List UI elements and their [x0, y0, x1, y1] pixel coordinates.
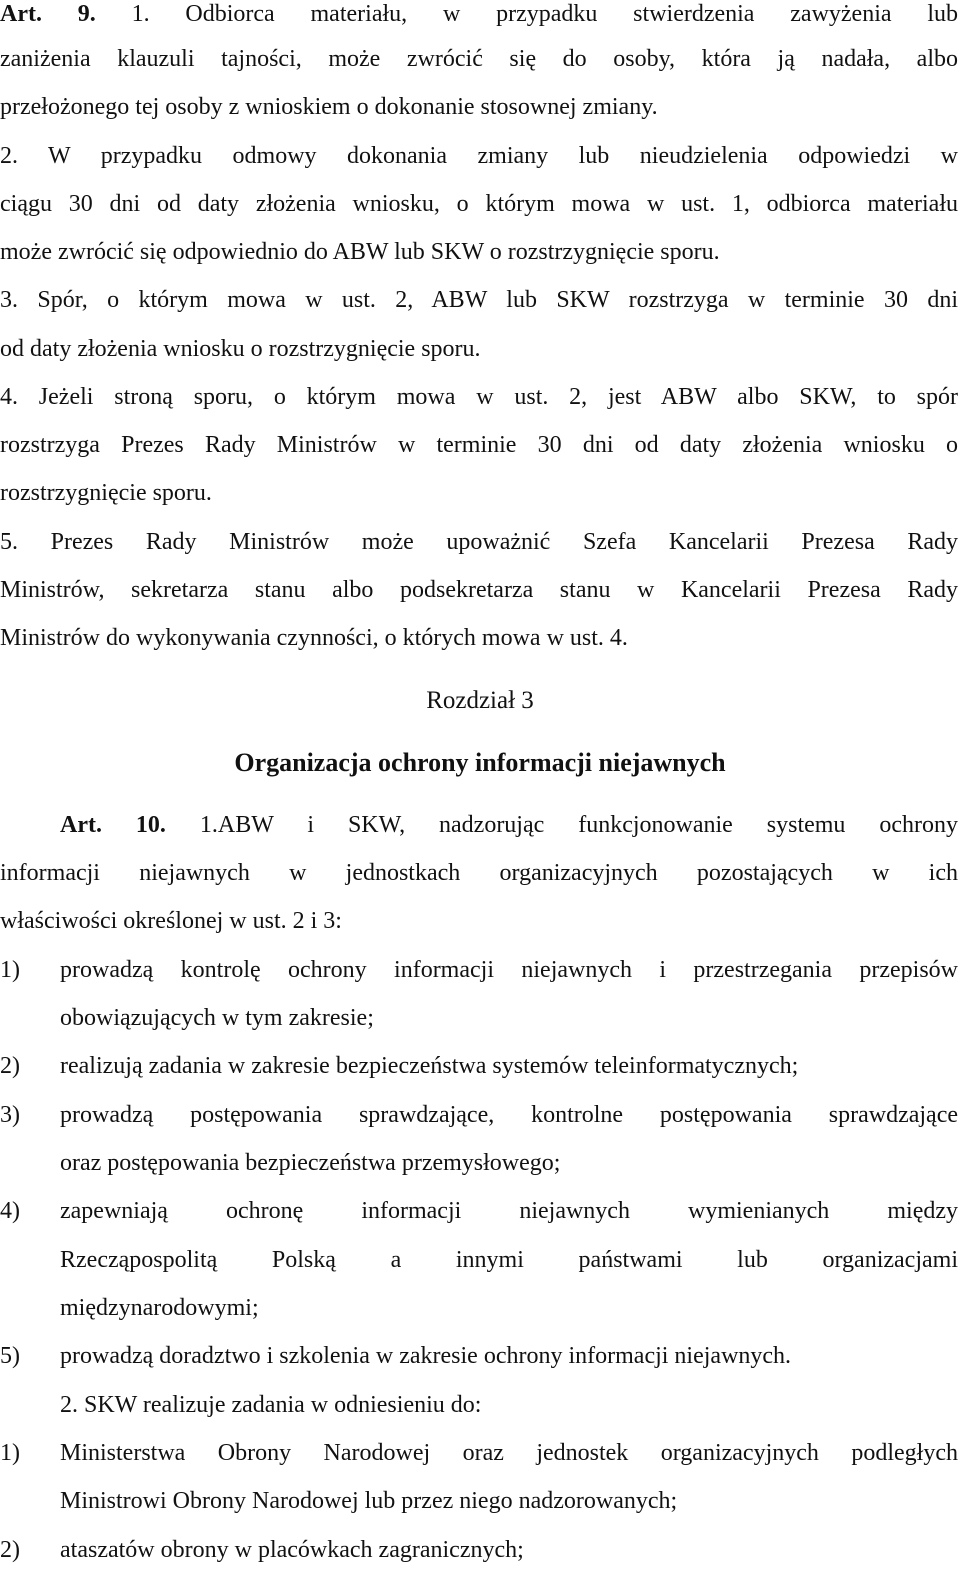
list1-item3-line2: oraz postępowania bezpieczeństwa przemysłowego;	[60, 1150, 561, 1176]
list1-item1-number: 1)	[0, 957, 20, 983]
art9-p4-line1: 4. Jeżeli stroną sporu, o którym mowa w ust. 2, jest ABW albo SKW, to spór	[0, 384, 958, 410]
art9-p3-line2: od daty złożenia wniosku o rozstrzygnięcie sporu.	[0, 336, 481, 362]
art10-p1-line1-text: 1.ABW i SKW, nadzorując funkcjonowanie systemu ochrony	[199, 812, 959, 838]
chapter-title: Organizacja ochrony informacji niejawnych	[234, 748, 726, 777]
list1-item5-number: 5)	[0, 1343, 20, 1369]
list1-item2-number: 2)	[0, 1053, 20, 1079]
list2-item1-line2: Ministrowi Obrony Narodowej lub przez niego nadzorowanych;	[60, 1488, 678, 1514]
list1-item4-line3: międzynarodowymi;	[60, 1295, 259, 1321]
list1-item5-line1: prowadzą doradztwo i szkolenia w zakresie ochrony informacji niejawnych.	[60, 1343, 792, 1369]
list1-item2-line1: realizują zadania w zakresie bezpieczeństwa systemów teleinformatycznych;	[60, 1053, 799, 1079]
art9-p5-line2: Ministrów, sekretarza stanu albo podsekretarza stanu w Kancelarii Prezesa Rady	[0, 577, 958, 603]
art9-p4-line3: rozstrzygnięcie sporu.	[0, 480, 212, 506]
art9-p5-line3: Ministrów do wykonywania czynności, o których mowa w ust. 4.	[0, 625, 628, 651]
list1-item4-number: 4)	[0, 1198, 20, 1224]
art9-p1-line1	[0, 0, 958, 30]
list2-item2-line1: ataszatów obrony w placówkach zagranicznych;	[60, 1537, 524, 1563]
art9-p2-line3: może zwrócić się odpowiednio do ABW lub SKW o rozstrzygnięcie sporu.	[0, 239, 720, 265]
art9-p1-line3: przełożonego tej osoby z wnioskiem o dokonanie stosownej zmiany.	[0, 94, 658, 120]
art10-p1-line1	[60, 809, 958, 841]
art9-label: Art. 9.	[0, 1, 96, 27]
art9-p1-line2: zaniżenia klauzuli tajności, może zwrócić się do osoby, która ją nadała, albo	[0, 46, 958, 72]
art9-p4-line2: rozstrzyga Prezes Rady Ministrów w terminie 30 dni od daty złożenia wniosku o	[0, 432, 958, 458]
art9-p2-line1: 2. W przypadku odmowy dokonania zmiany lub nieudzielenia odpowiedzi w	[0, 143, 958, 169]
list1-item3-line1: prowadzą postępowania sprawdzające, kontrolne postępowania sprawdzające	[60, 1102, 958, 1128]
list2-item1-line1: Ministerstwa Obrony Narodowej oraz jednostek organizacyjnych podległych	[60, 1440, 958, 1466]
art9-p2-line2: ciągu 30 dni od daty złożenia wniosku, o którym mowa w ust. 1, odbiorca materiału	[0, 191, 958, 217]
list1-item4-line1: zapewniają ochronę informacji niejawnych wymienianych między	[60, 1198, 958, 1224]
art10-p2: 2. SKW realizuje zadania w odniesieniu do:	[60, 1392, 482, 1418]
art9-p5-line1: 5. Prezes Rady Ministrów może upoważnić Szefa Kancelarii Prezesa Rady	[0, 529, 958, 555]
art10-p1-line2: informacji niejawnych w jednostkach organizacyjnych pozostających w ich	[0, 860, 958, 886]
art10-label: Art. 10.	[60, 812, 166, 838]
list2-item1-number: 1)	[0, 1440, 20, 1466]
list1-item4-line2: Rzecząpospolitą Polską a innymi państwami lub organizacjami	[60, 1247, 958, 1273]
list2-item2-number: 2)	[0, 1537, 20, 1563]
art10-p1-line3: właściwości określonej w ust. 2 i 3:	[0, 908, 342, 934]
list1-item1-line1: prowadzą kontrolę ochrony informacji niejawnych i przestrzegania przepisów	[60, 957, 958, 983]
list1-item1-line2: obowiązujących w tym zakresie;	[60, 1005, 374, 1031]
chapter-number: Rozdział 3	[426, 687, 534, 714]
art9-p1-line1-text: 1. Odbiorca materiału, w przypadku stwierdzenia zawyżenia lub	[131, 1, 959, 27]
list1-item3-number: 3)	[0, 1102, 20, 1128]
art9-p3-line1: 3. Spór, o którym mowa w ust. 2, ABW lub SKW rozstrzyga w terminie 30 dni	[0, 287, 958, 313]
